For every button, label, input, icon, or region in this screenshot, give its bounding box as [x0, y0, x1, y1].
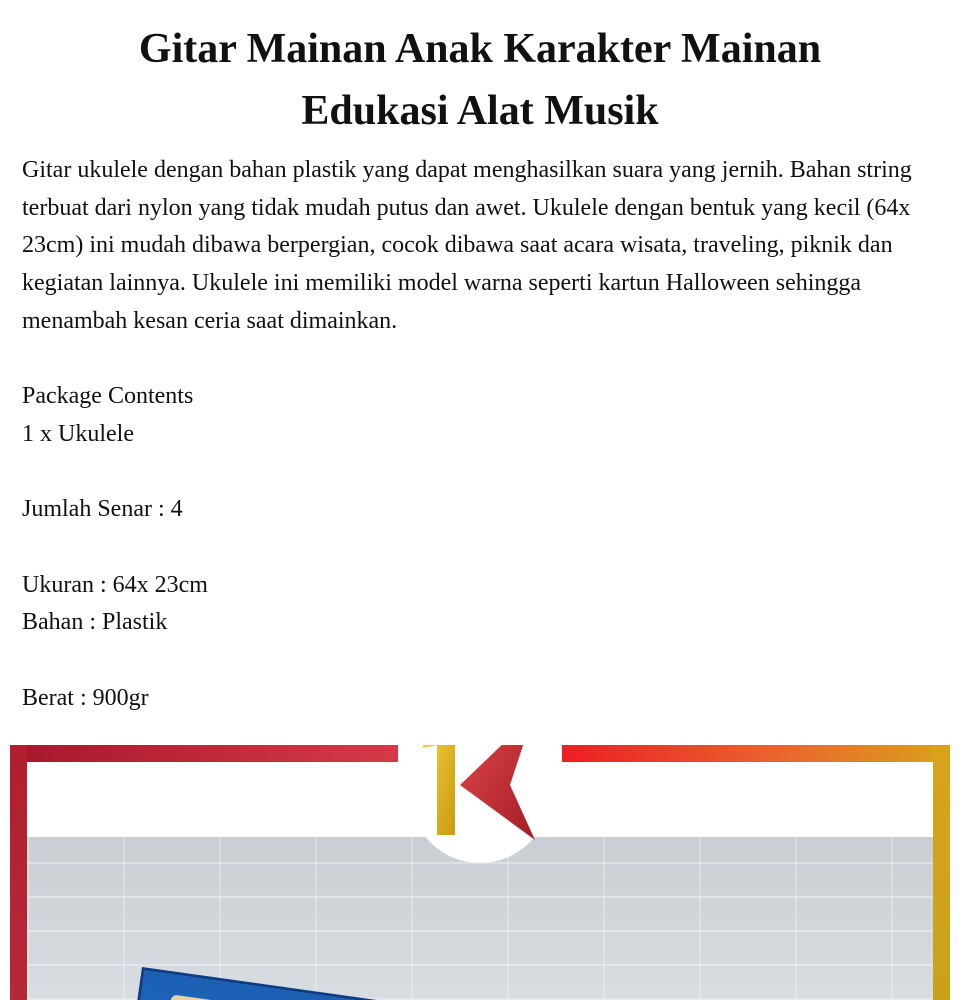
- frame-top-left: [10, 745, 398, 762]
- frame-right: [933, 745, 950, 1000]
- spec-material: Bahan : Plastik: [22, 609, 168, 636]
- box-window: [149, 994, 686, 1000]
- frame-left: [10, 745, 27, 1000]
- ukulele-box: [113, 967, 920, 1000]
- spec-weight: Berat : 900gr: [22, 684, 149, 711]
- k-brand-logo-icon: [415, 745, 545, 840]
- product-title: Gitar Mainan Anak Karakter Mainan Edukasi Alat Musik: [138, 26, 822, 134]
- spec-size: Ukuran : 64x 23cm: [22, 571, 208, 598]
- frame-top-right: [562, 745, 950, 762]
- product-image: [10, 745, 950, 1000]
- package-heading: Package Contents: [22, 383, 194, 410]
- package-item: 1 x Ukulele: [22, 420, 134, 447]
- product-description-block: [22, 152, 938, 717]
- product-description: Gitar ukulele dengan bahan plastik yang dapat menghasilkan suara yang jernih. Bahan string terbuat dari nylon yang tidak mudah putus dan awet. Ukulele dengan bentuk yang kecil (64x 23cm) ini mudah dibawa berpergian, cocok dibawa saat acara wisata, traveling, piknik dan kegiatan lainnya. Ukulele ini memiliki model warna seperti kartun Halloween sehingga menambah kesan ceria saat dimainkan.: [22, 157, 912, 334]
- spec-strings: Jumlah Senar : 4: [22, 496, 183, 523]
